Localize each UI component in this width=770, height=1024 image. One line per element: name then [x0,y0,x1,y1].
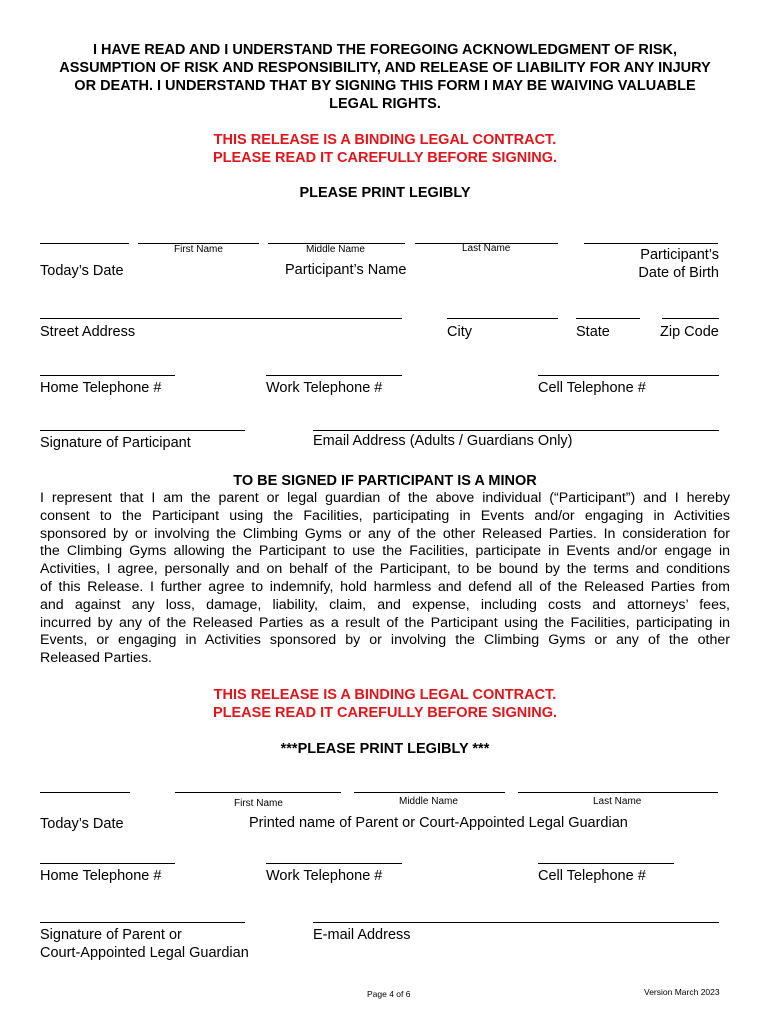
paragraph-line: Activities, I agree, personally and on behalf of the Participant, to be bound by the terms and conditions [40,561,730,578]
participant-signature-line[interactable] [40,430,245,431]
middle-name-caption: Middle Name [306,244,365,255]
acknowledgment-line: OR DEATH. I UNDERSTAND THAT BY SIGNING THIS FORM I MAY BE WAIVING VALUABLE [74,78,696,94]
zip-code-label: Zip Code [660,324,719,340]
date-of-birth-label [584,246,719,282]
guardian-printed-name-label: Printed name of Parent or Court-Appointed Legal Guardian [249,815,628,831]
print-legibly-heading: PLEASE PRINT LEGIBLY [299,185,471,201]
guardian-signature-label-line-1: Signature of Parent or [40,927,182,943]
work-telephone-label: Work Telephone # [266,380,383,396]
home-telephone-label: Home Telephone # [40,380,162,396]
state-line[interactable] [576,318,640,319]
home-telephone-line[interactable] [40,375,175,376]
guardian-home-telephone-label: Home Telephone # [40,868,162,884]
street-address-label: Street Address [40,324,136,340]
binding-notice [40,686,730,722]
work-telephone-line[interactable] [266,375,402,376]
guardian-first-name-caption: First Name [234,798,283,809]
paragraph-line: incurred by any of the Released Parties as a result of the Participant using the Facilities, participating in [40,614,730,631]
paragraph-line: I represent that I am the parent or legal guardian of the above individual (“Participant”) and I hereby [40,490,730,506]
guardian-last-name-caption: Last Name [593,796,642,807]
guardian-signature-label [40,926,249,962]
binding-notice [40,131,730,167]
acknowledgment-line: ASSUMPTION OF RISK AND RESPONSIBILITY, AND RELEASE OF LIABILITY FOR ANY INJURY [59,60,711,76]
binding-notice-line-1: THIS RELEASE IS A BINDING LEGAL CONTRACT. [213,687,557,703]
guardian-last-name-line[interactable] [518,792,718,793]
guardian-email-label: E-mail Address [313,927,411,943]
guardian-email-line[interactable] [313,922,719,923]
acknowledgment-heading [40,41,730,113]
paragraph-line: and against any loss, damage, liability, claim, and expense, including costs and attorneys’ fees, [40,596,730,613]
last-name-caption: Last Name [462,243,511,254]
guardian-cell-telephone-line[interactable] [538,863,674,864]
cell-telephone-label: Cell Telephone # [538,380,646,396]
email-label: Email Address (Adults / Guardians Only) [313,433,573,449]
guardian-work-telephone-label: Work Telephone # [266,868,383,884]
todays-date-line[interactable] [40,243,129,244]
paragraph-line: consent to the Participant using the Facilities, participating in Events and/or engaging in Activities [40,507,730,524]
version-label: Version March 2023 [644,987,720,997]
cell-telephone-line[interactable] [538,375,719,376]
guardian-cell-telephone-label: Cell Telephone # [538,868,646,884]
guardian-todays-date-line[interactable] [40,792,130,793]
zip-code-line[interactable] [662,318,719,319]
guardian-middle-name-line[interactable] [354,792,505,793]
state-label: State [576,324,610,340]
acknowledgment-line: LEGAL RIGHTS. [329,96,441,112]
acknowledgment-line: I HAVE READ AND I UNDERSTAND THE FOREGOING ACKNOWLEDGMENT OF RISK, [92,42,678,58]
email-line[interactable] [313,430,719,431]
guardian-first-name-line[interactable] [175,792,341,793]
guardian-middle-name-caption: Middle Name [399,796,458,807]
date-of-birth-line[interactable] [584,243,718,244]
date-of-birth-label-line-1: Participant’s [640,247,719,263]
guardian-signature-label-line-2: Court-Appointed Legal Guardian [40,945,249,961]
print-legibly-heading: ***PLEASE PRINT LEGIBLY *** [280,741,490,757]
paragraph-line: the Climbing Gyms allowing the Participant to use the Facilities, participate in Events and/or engage in [40,543,730,560]
paragraph-line: sponsored by or involving the Climbing Gyms or any of the other Released Parties. In consideration for [40,525,730,542]
todays-date-label: Today’s Date [40,263,124,279]
paragraph-line: Events, or engaging in Activities sponsored by or involving the Climbing Gyms or any of the other [40,632,730,649]
guardian-home-telephone-line[interactable] [40,863,175,864]
paragraph-line: Released Parties. [40,650,152,667]
participants-name-label: Participant’s Name [285,262,407,278]
binding-notice-line-2: PLEASE READ IT CAREFULLY BEFORE SIGNING. [212,705,557,721]
participant-signature-label: Signature of Participant [40,435,191,451]
minor-consent-paragraph [40,490,730,668]
binding-notice-line-1: THIS RELEASE IS A BINDING LEGAL CONTRACT. [213,132,557,148]
date-of-birth-label-line-2: Date of Birth [638,265,719,281]
binding-notice-line-2: PLEASE READ IT CAREFULLY BEFORE SIGNING. [212,150,557,166]
guardian-signature-line[interactable] [40,922,245,923]
city-label: City [447,324,472,340]
street-address-line[interactable] [40,318,402,319]
guardian-work-telephone-line[interactable] [266,863,402,864]
guardian-todays-date-label: Today’s Date [40,816,124,832]
minor-section-heading: TO BE SIGNED IF PARTICIPANT IS A MINOR [233,473,537,489]
page-number: Page 4 of 6 [367,989,411,999]
first-name-caption: First Name [174,244,223,255]
city-line[interactable] [447,318,558,319]
paragraph-line: of this Release. I further agree to indemnify, hold harmless and defend all of the Released Parties from [40,578,730,595]
